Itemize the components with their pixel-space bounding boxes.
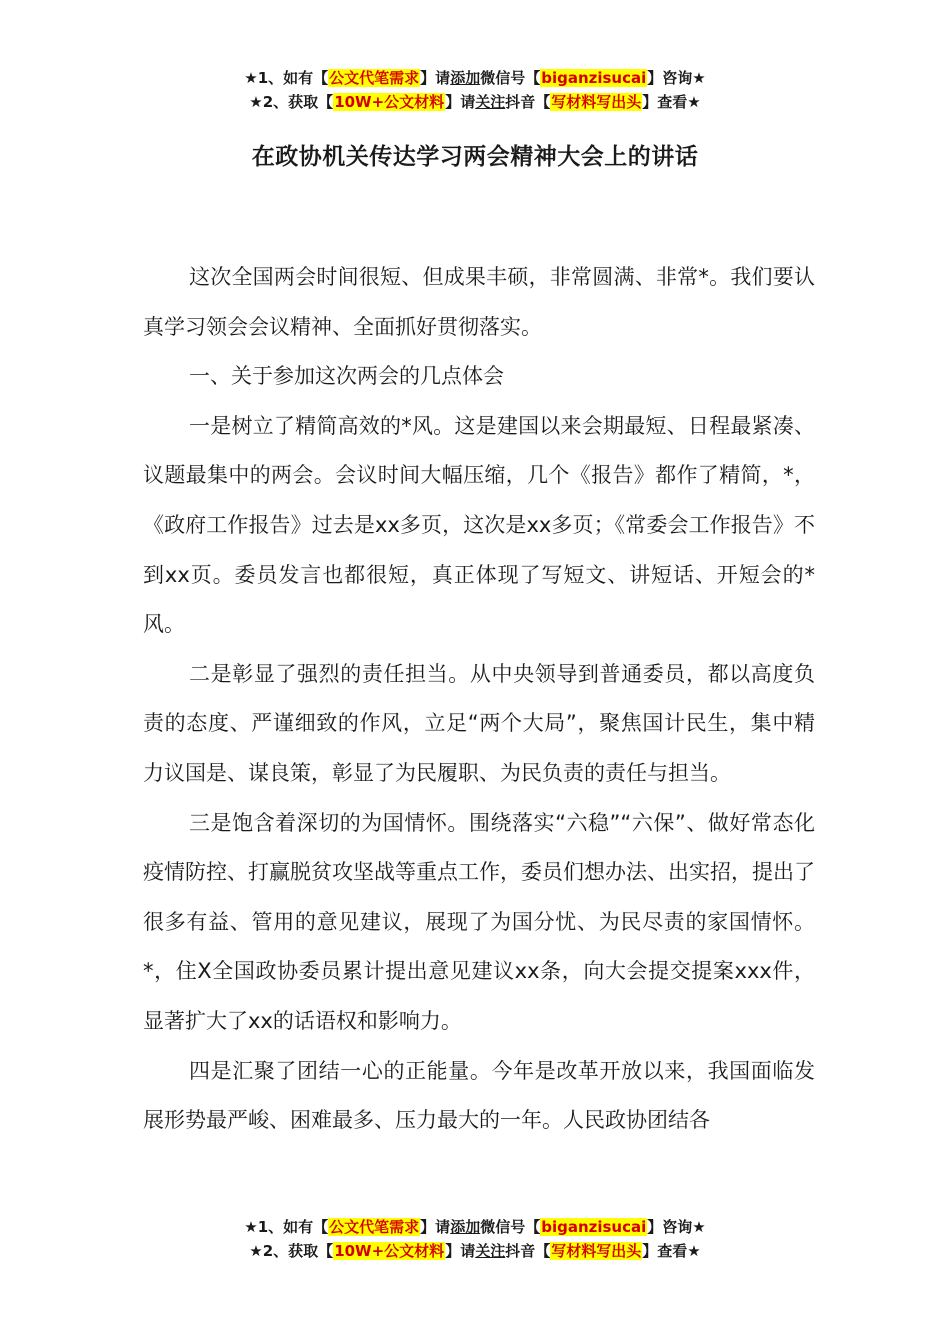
document-body — [143, 253, 815, 1146]
promo-highlight-materials: 10W+公文材料 — [334, 1242, 445, 1260]
promo-line-1: ★1、如有【公文代笔需求】请添加微信号【biganzisucai】咨询★ — [244, 69, 706, 87]
promo-highlight-service: 公文代笔需求 — [329, 69, 420, 87]
paragraph-point-1: 一是树立了精简高效的*风。这是建国以来会期最短、日程最紧凑、议题最集中的两会。会议时间大幅压缩，几个《报告》都作了精简，*，《政府工作报告》过去是xx多页，这次是xx多页；《常委会工作报告》不到xx页。委员发言也都很短，真正体现了写短文、讲短话、开短会的*风。 — [143, 413, 815, 637]
header-promo-banner — [0, 66, 950, 114]
promo-highlight-douyin: 写材料写出头 — [551, 1242, 642, 1260]
promo-line-2: ★2、获取【10W+公文材料】请关注抖音【写材料写出头】查看★ — [249, 1242, 701, 1260]
promo-highlight-wechat: biganzisucai — [541, 69, 647, 87]
promo-highlight-materials: 10W+公文材料 — [334, 93, 445, 111]
paragraph-point-3: 三是饱含着深切的为国情怀。围绕落实“六稳”“六保”、做好常态化疫情防控、打赢脱贫攻坚战等重点工作，委员们想办法、出实招，提出了很多有益、管用的意见建议，展现了为国分忧、为民尽责的家国情怀。*，住X全国政协委员累计提出意见建议xx条，向大会提交提案xxx件，显著扩大了xx的话语权和影响力。 — [143, 810, 815, 1033]
paragraph-intro: 这次全国两会时间很短、但成果丰硕，非常圆满、非常*。我们要认真学习领会会议精神、全面抓好贯彻落实。 — [143, 265, 815, 339]
section-heading-1: 一、关于参加这次两会的几点体会 — [189, 364, 504, 389]
paragraph-point-2: 二是彰显了强烈的责任担当。从中央领导到普通委员，都以高度负责的态度、严谨细致的作风，立足“两个大局”，聚焦国计民生，集中精力议国是、谋良策，彰显了为民履职、为民负责的责任与担当。 — [143, 661, 815, 785]
promo-line-2: ★2、获取【10W+公文材料】请关注抖音【写材料写出头】查看★ — [249, 93, 701, 111]
document-title: 在政协机关传达学习两会精神大会上的讲话 — [251, 144, 699, 170]
paragraph-point-4: 四是汇聚了团结一心的正能量。今年是改革开放以来，我国面临发展形势最严峻、困难最多、压力最大的一年。人民政协团结各 — [143, 1058, 815, 1133]
promo-highlight-douyin: 写材料写出头 — [551, 93, 642, 111]
promo-line-1: ★1、如有【公文代笔需求】请添加微信号【biganzisucai】咨询★ — [244, 1218, 706, 1236]
promo-highlight-wechat: biganzisucai — [541, 1218, 647, 1236]
footer-promo-banner — [0, 1215, 950, 1263]
promo-highlight-service: 公文代笔需求 — [329, 1218, 420, 1236]
